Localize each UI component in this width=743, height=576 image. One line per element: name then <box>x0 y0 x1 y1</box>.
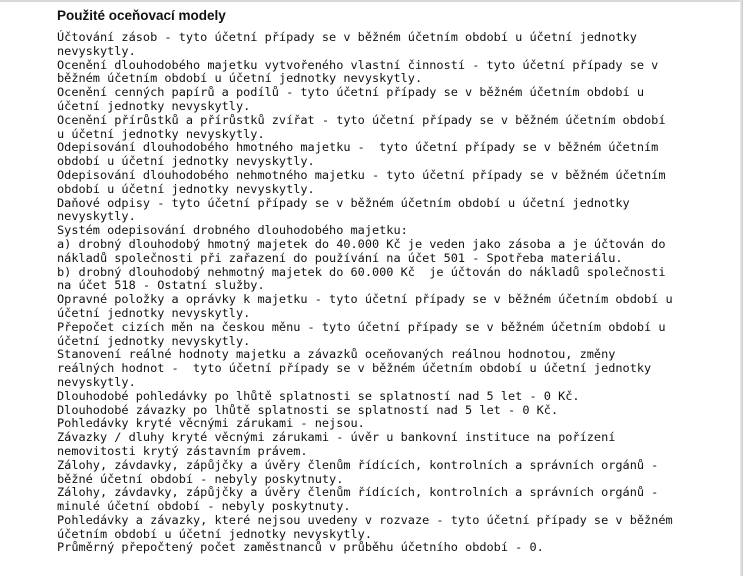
text-line: a) drobný dlouhodobý hmotný majetek do 40.000 Kč je veden jako zásoba a je účtován do <box>57 236 666 251</box>
text-line: Zálohy, závdavky, zápůjčky a úvěry členům řídících, kontrolních a správních orgánů - <box>57 485 659 500</box>
text-line: nemovitosti krytý zástavním právem. <box>57 443 308 458</box>
text-line: Systém odepisování drobného dlouhodobého majetku: <box>57 223 408 238</box>
text-line: Dlouhodobé pohledávky po lhůtě splatnosti se splatností nad 5 let - 0 Kč. <box>57 388 580 403</box>
section-heading: Použité oceňovací modely <box>57 8 226 23</box>
text-line: Pohledávky kryté věcnými zárukami - nejsou. <box>57 416 365 431</box>
text-line: Přepočet cizích měn na českou měnu - tyto účetní případy se v běžném účetním období u <box>57 319 666 334</box>
text-line: reálných hodnot - tyto účetní případy se v běžném účetním období u účetní jednotky <box>57 361 652 376</box>
text-line: Odepisování dlouhodobého hmotného majetku - tyto účetní případy se v běžném účetním <box>57 140 659 155</box>
text-line: běžném účetním období u účetní jednotky nevyskytly. <box>57 71 423 86</box>
text-line: na účet 518 - Ostatní služby. <box>57 278 265 293</box>
text-line: účetní jednotky nevyskytly. <box>57 305 251 320</box>
document-body <box>57 31 737 555</box>
text-line: u účetní jednotky nevyskytly. <box>57 126 265 141</box>
text-line: Ocenění přírůstků a přírůstků zvířat - tyto účetní případy se v běžném účetním období <box>57 112 666 127</box>
page-top-edge <box>0 0 743 2</box>
text-line: Odepisování dlouhodobého nehmotného majetku - tyto účetní případy se v běžném účetním <box>57 167 666 182</box>
text-line: Zálohy, závdavky, zápůjčky a úvěry členům řídících, kontrolních a správních orgánů - <box>57 457 659 472</box>
text-line: účetní jednotky nevyskytly. <box>57 333 251 348</box>
text-line: Pohledávky a závazky, které nejsou uvedeny v rozvaze - tyto účetní případy se v běžném <box>57 512 673 527</box>
text-line: nevyskytly. <box>57 374 136 389</box>
text-line: Ocenění cenných papírů a podílů - tyto účetní případy se v běžném účetním období u <box>57 85 645 100</box>
text-line: Daňové odpisy - tyto účetní případy se v běžném účetním období u účetní jednotky <box>57 195 630 210</box>
text-line: účetním období u účetní jednotky nevyskytly. <box>57 526 372 541</box>
text-line: Závazky / dluhy kryté věcnými zárukami - úvěr u bankovní instituce na pořízení <box>57 430 616 445</box>
text-line: Opravné položky a oprávky k majetku - tyto účetní případy se v běžném účetním období u <box>57 292 673 307</box>
text-line: Průměrný přepočtený počet zaměstnanců v průběhu účetního období - 0. <box>57 540 544 555</box>
text-line: minulé účetní období - nebyly poskytnuty. <box>57 499 351 514</box>
text-line: Stanovení reálné hodnoty majetku a závazků oceňovaných reálnou hodnotou, změny <box>57 347 616 362</box>
text-line: nevyskytly. <box>57 209 136 224</box>
text-line: období u účetní jednotky nevyskytly. <box>57 181 315 196</box>
text-line: Účtování zásob - tyto účetní případy se v běžném účetním období u účetní jednotky <box>57 30 637 44</box>
text-line: b) drobný dlouhodobý nehmotný majetek do 60.000 Kč je účtován do nákladů společnosti <box>57 264 666 279</box>
text-line: účetní jednotky nevyskytly. <box>57 98 251 113</box>
text-line: Dlouhodobé závazky po lhůtě splatnosti se splatností nad 5 let - 0 Kč. <box>57 402 559 417</box>
text-line: nákladů společnosti při zařazení do používání na účet 501 - Spotřeba materiálu. <box>57 250 623 265</box>
text-line: nevyskytly. <box>57 43 136 58</box>
text-line: období u účetní jednotky nevyskytly. <box>57 154 315 169</box>
text-line: běžné účetní období - nebyly poskytnuty. <box>57 471 344 486</box>
text-line: Ocenění dlouhodobého majetku vytvořeného vlastní činností - tyto účetní případy se v <box>57 57 659 72</box>
